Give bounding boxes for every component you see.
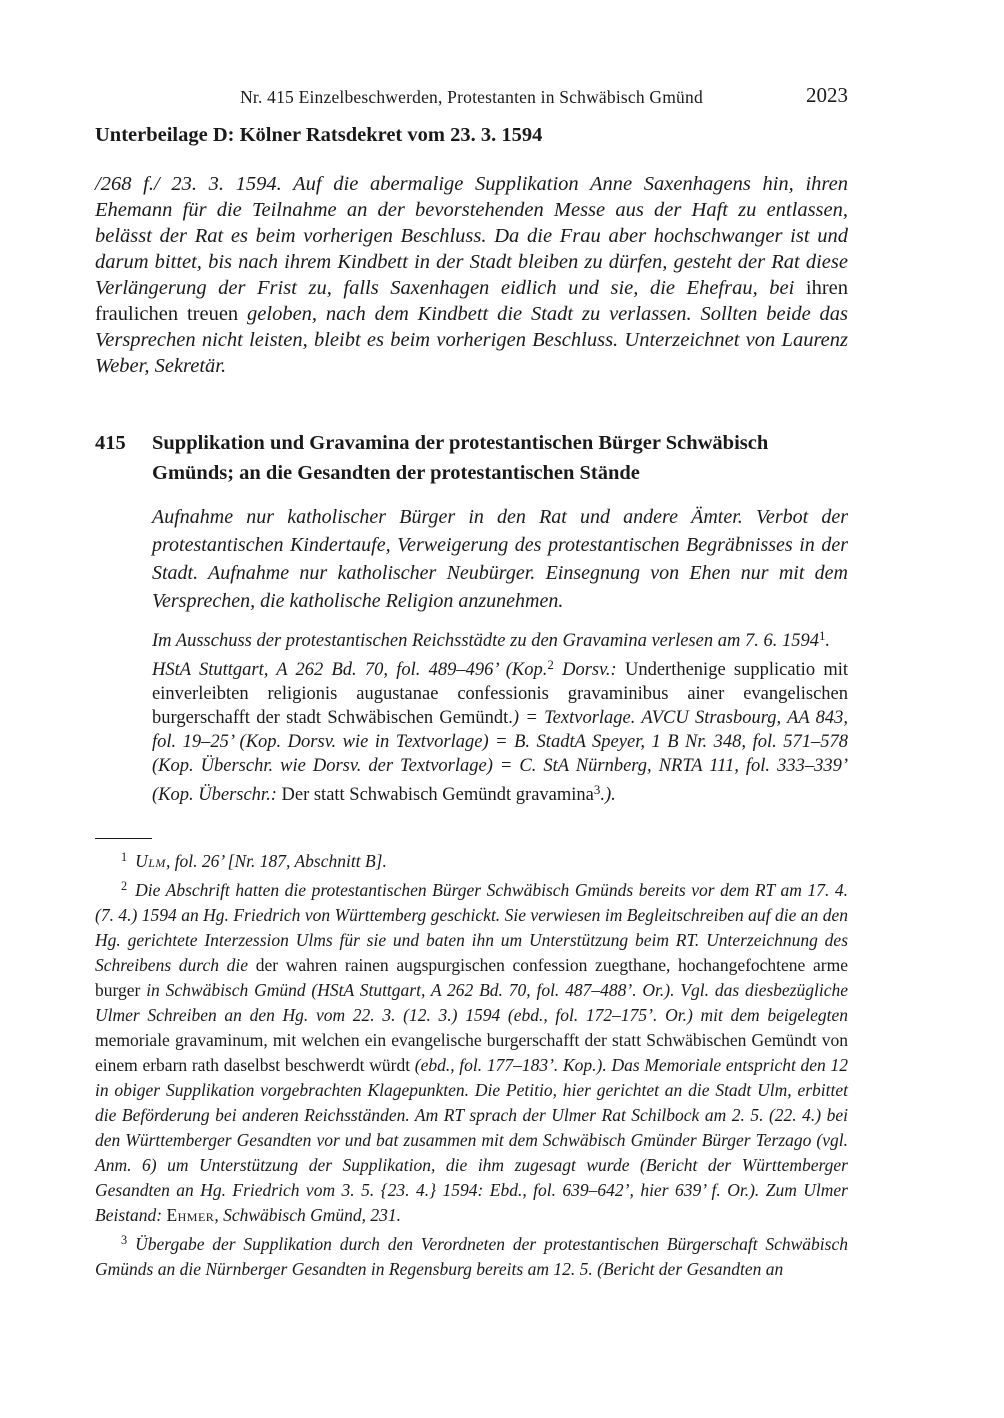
text-segment: 2 bbox=[547, 657, 554, 672]
text-segment: memoriale gravaminum, mit welchen ein evangelische burgerschafft der statt Schwäbischen Gemündt von einem erbarn rath daselbst beschwerdt würdt bbox=[95, 1030, 848, 1075]
text-segment: , fol. 26’ [Nr. 187, Abschnitt B]. bbox=[165, 851, 387, 871]
text-segment: Der statt Schwabisch Gemündt gravamina bbox=[281, 785, 594, 805]
footnote-number: 2 bbox=[121, 879, 128, 893]
text-segment: (ebd., fol. 177–183’. Kop.). Das Memoriale entspricht den 12 in obiger Supplikation vorgebrachten Klagepunkten. Die Petitio, hier gerichtet an die Stadt Ulm, erbittet die Beförderung bei anderen Reichsständen. Am RT sprach der Ulmer Rat Schilbock am 2. 5. (22. 4.) bei den Württemberger Gesandten vor und bat zusammen mit dem Schwäbisch Gmünder Bürger Terzago (vgl. Anm. 6) um Unterstützung der Supplikation, die ihm zugesagt wurde (Bericht der Württemberger Gesandten an Hg. Friedrich vom 3. 5. {23. 4.} 1594: Ebd., fol. 639–642’, hier 639’ f. Or.). Zum Ulmer Beistand: bbox=[95, 1055, 849, 1225]
entry-abstract: Aufnahme nur katholischer Bürger in den Rat und andere Ämter. Verbot der protestantischen Kindertaufe, Verweigerung des protestantischen Begräbnisses in der Stadt. Aufnahme nur katholischer Neubürger. Einsegnung von Ehen nur mit dem Versprechen, die katholische Religion anzunehmen. bbox=[152, 506, 848, 612]
text-segment: Die Abschrift hatten die protestantischen Bürger Schwäbisch Gmünds bereits vor dem RT am 17. 4. (7. 4.) 1594 an Hg. Friedrich von Württemberg geschickt. Sie verwiesen im Begleitschreiben auf die an den Hg. gerichtete Interzession Ulms für sie und baten ihn um Unterstützung beim RT. Unterzeichnung des Schreibens durch die bbox=[95, 880, 848, 975]
subsection-heading: Unterbeilage D: Kölner Ratsdekret vom 23. 3. 1594 bbox=[95, 124, 543, 146]
text-segment: in Schwäbisch Gmünd (HStA Stuttgart, A 262 Bd. 70, fol. 487–488’. Or.). Vgl. das diesbezügliche Ulmer Schreiben an den Hg. vom 22. 3. (12. 3.) 1594 (ebd., fol. 172–175’. Or.) mit dem beigelegten bbox=[95, 980, 848, 1025]
entry-body bbox=[152, 503, 848, 807]
text-segment: 3 bbox=[593, 782, 601, 797]
entry-head bbox=[95, 428, 848, 488]
page-header bbox=[95, 83, 848, 108]
text-segment: der wahren rainen augspurgischen confession zuegthane, hochangefochtene arme burger bbox=[95, 955, 848, 1000]
entry-415 bbox=[95, 428, 848, 807]
text-segment: , Schwäbisch Gmünd, 231. bbox=[214, 1205, 401, 1225]
footnotes-section bbox=[95, 838, 848, 1282]
source-description bbox=[152, 653, 848, 807]
footnote-number: 3 bbox=[121, 1233, 128, 1247]
text-segment: Ehmer bbox=[166, 1205, 215, 1225]
text-segment: /268 f./ 23. 3. 1594. Auf die abermalige Supplikation Anne Saxenhagens hin, ihren Ehemann für die Teilnahme an der bevorstehenden Messe aus der Haft zu entlassen, belässt der Rat es beim vorherigen Beschluss. Da die Frau aber hochschwanger ist und darum bittet, bis nach ihrem Kindbett in der Stadt bleiben zu dürfen, gesteht der Rat diese Verlängerung der Frist zu, falls Saxenhagen eidlich und sie, die Ehefrau, bei bbox=[95, 173, 848, 299]
footnote-number: 1 bbox=[121, 850, 128, 864]
text-segment: Underthenige supplicatio mit einverleibten religionis augustanae confessionis gravaminibus ainer evangelischen burgerschafft der stadt Schwäbischen Gemündt. bbox=[152, 660, 848, 728]
entry-title: Supplikation und Gravamina der protestantischen Bürger Schwäbisch Gmünds; an die Gesandten der protestantischen Stände bbox=[152, 432, 769, 484]
text-segment: geloben, nach dem Kindbett die Stadt zu verlassen. Sollten beide das Versprechen nicht leisten, bleibt es beim vorherigen Beschluss. Unterzeichnet von Laurenz Weber, Sekretär. bbox=[95, 303, 848, 377]
page-number: 2023 bbox=[806, 83, 848, 107]
text-segment: . bbox=[825, 631, 831, 651]
text-segment: ihren fraulichen treuen bbox=[95, 277, 848, 325]
entry-number: 415 bbox=[95, 432, 126, 454]
page-content bbox=[95, 83, 849, 1282]
footnote-separator-rule bbox=[95, 838, 152, 839]
text-segment: Dorsv.: bbox=[553, 660, 625, 680]
text-segment: Ulm bbox=[135, 851, 166, 871]
decree-summary bbox=[95, 171, 848, 379]
text-segment: Im Ausschuss der protestantischen Reichsstädte zu den Gravamina verlesen am 7. 6. 1594 bbox=[152, 631, 819, 651]
text-segment: Übergabe der Supplikation durch den Verordneten der protestantischen Bürgerschaft Schwäbisch Gmünds an die Nürnberger Gesandten in Regensburg bereits am 12. 5. (Bericht der Gesandten an bbox=[95, 1234, 848, 1279]
presentation-note bbox=[152, 624, 848, 653]
footnote bbox=[95, 874, 848, 1228]
footnote bbox=[95, 845, 848, 874]
footnote bbox=[95, 1228, 848, 1282]
footnotes-list bbox=[95, 845, 848, 1282]
text-segment: ) = Textvorlage. AVCU Strasbourg, AA 843, fol. 19–25’ (Kop. Dorsv. wie in Textvorlage) = B. StadtA Speyer, 1 B Nr. 348, fol. 571–578 (Kop. Überschr. wie Dorsv. der Textvorlage) = C. StA Nürnberg, NRTA 111, fol. 333–339’ (Kop. Überschr.: bbox=[152, 708, 848, 805]
running-title: Nr. 415 Einzelbeschwerden, Protestanten in Schwäbisch Gmünd bbox=[240, 87, 703, 107]
text-segment: HStA Stuttgart, A 262 Bd. 70, fol. 489–496’ (Kop. bbox=[152, 660, 548, 680]
text-segment: .). bbox=[600, 785, 616, 805]
text-segment: 1 bbox=[818, 628, 826, 643]
